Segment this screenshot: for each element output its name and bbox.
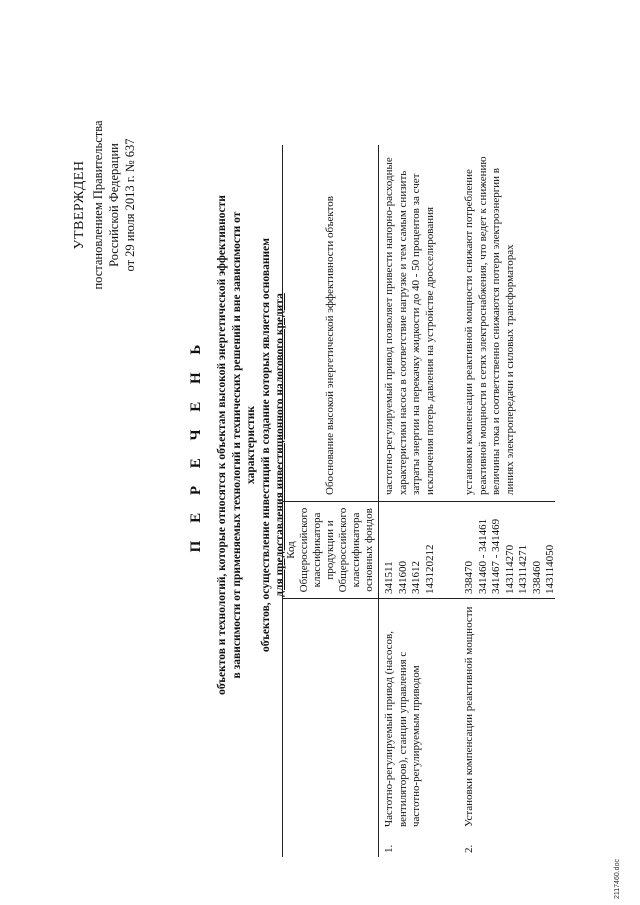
header-object-cell [283, 599, 378, 857]
header-code-cell: Код Общероссийского классификатора продукции и Общероссийского классификатора основных фондов [283, 501, 378, 599]
code-cell [379, 501, 459, 599]
object-name: Установки компенсации реактивной мощности [463, 606, 475, 827]
heading-subtitle [215, 175, 288, 715]
object-cell [459, 599, 555, 857]
code-value: 341467 - 341469 [490, 518, 502, 594]
code-value: 143114271 [517, 544, 529, 594]
heading-subtitle-line: для предоставления инвестиционного налогового кредита [274, 293, 286, 597]
approval-block [72, 45, 138, 365]
row-number: 1. [383, 844, 395, 853]
row-number: 2. [463, 844, 475, 853]
heading-subtitle-line: объектов, осуществление инвестиций в создание которых является основанием [259, 237, 272, 653]
approval-line: от 29 июля 2013 г. № 637 [123, 138, 137, 272]
code-value: 143120212 [423, 544, 436, 594]
document-id: 2117460.doc [614, 859, 621, 899]
header-justification-label: Обоснование высокой энергетической эффективности объектов [323, 196, 336, 495]
justification-cell: установки компенсации реактивной мощности снижают потребление реактивной мощности в сетях электроснабжения, что ведет к снижению величины тока и соответственно снижаются потери электроэнергии в линиях электропередачи и силовых трансформаторах [463, 156, 516, 495]
heading-subtitle-line: объектов и технологий, которые относятся к объектам высокой энергетической эффективности [216, 195, 228, 695]
approval-line: Российской Федерации [107, 143, 121, 267]
object-cell [379, 599, 459, 857]
code-value: 341460 - 341461 [476, 518, 489, 594]
approval-line: постановлением Правительства [91, 120, 105, 290]
code-value: 338470 [463, 561, 475, 594]
code-cell [459, 501, 555, 599]
heading-subtitle-line: в зависимости от применяемых технологий и технических решений и вне зависимости от характеристик [230, 211, 257, 679]
code-value: 143114270 [503, 544, 516, 594]
code-value: 341612 [410, 561, 422, 594]
objects-table [282, 145, 555, 857]
code-value: 143114050 [544, 544, 556, 594]
header-justification-cell [283, 145, 378, 501]
justification-cell: частотно-регулируемый привод позволяет привести напорно-расходные характеристики насоса в соответствие нагрузке и тем самым снизить затраты энергии на перекачку жидкости до 40 - 50 процентов за счет исключения потерь давления на устройстве дросселирования [383, 157, 436, 495]
table-row [459, 145, 555, 857]
document-heading [188, 175, 288, 715]
table-header-row [283, 145, 379, 857]
code-value: 341600 [396, 561, 409, 594]
table-row [379, 145, 459, 857]
code-value: 341511 [383, 561, 395, 594]
heading-title: П Е Р Е Ч Е Н Ь [188, 337, 204, 553]
object-name: Частотно-регулируемый привод (насосов, вентиляторов), станции управления с частотно-регулируемым приводом [383, 631, 422, 827]
approval-title: УТВЕРЖДЕН [72, 160, 87, 250]
code-value: 338460 [530, 561, 543, 594]
